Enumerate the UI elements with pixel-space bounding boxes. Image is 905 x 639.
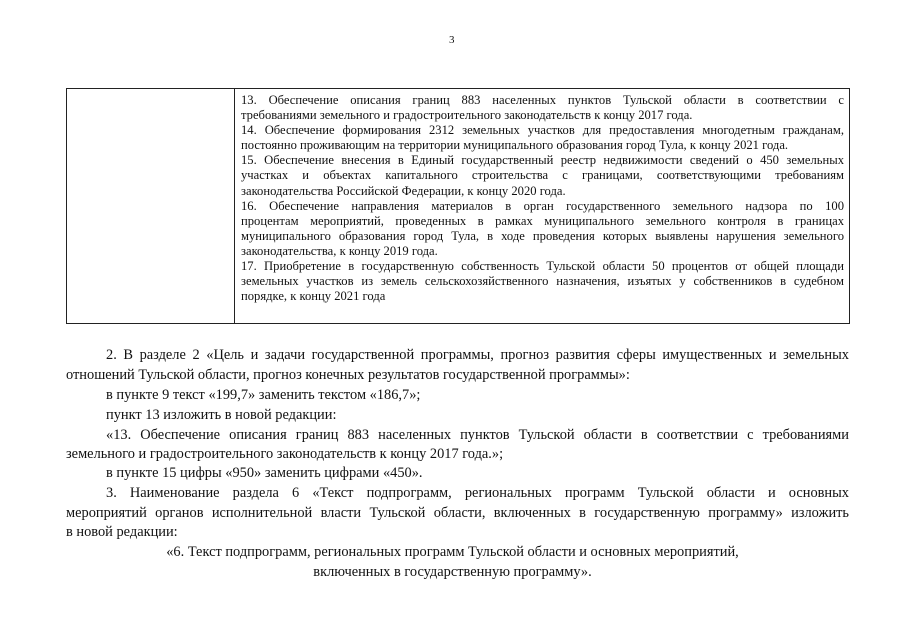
page-number: 3 (449, 34, 455, 46)
table-line: порядке, к концу 2021 года (241, 289, 386, 304)
section-title-line: включенных в государственную программу». (313, 564, 592, 580)
table-right-cell (241, 93, 844, 304)
table-line: 17. Приобретение в государственную собственность Тульской области 50 процентов от общей площади (241, 259, 844, 274)
body-paragraph-line: в пункте 15 цифры «950» заменить цифрами «450». (106, 465, 423, 481)
table-line: требованиями земельного и градостроительного законодательств к концу 2017 года. (241, 108, 693, 123)
body-paragraph-line: 2. В разделе 2 «Цель и задачи государственной программы, прогноз развития сферы имущественных и земельных (106, 347, 849, 363)
body-paragraph-line: земельного и градостроительного законодательств к концу 2017 года.»; (66, 446, 504, 462)
body-paragraph-line: 3. Наименование раздела 6 «Текст подпрограмм, региональных программ Тульской области и основных (106, 485, 849, 501)
table-left-cell (67, 89, 235, 323)
table-line: 13. Обеспечение описания границ 883 населенных пунктов Тульской области в соответствии с (241, 93, 844, 107)
body-paragraph-line: мероприятий органов исполнительной власти Тульской области, включенных в государственную программу» изложить (66, 505, 849, 521)
section-title-line: «6. Текст подпрограмм, региональных программ Тульской области и основных мероприятий, (166, 544, 739, 560)
content-table (66, 88, 850, 324)
table-line: участках и объектах капитального строительства с границами, соответствующими требованиям (241, 168, 844, 183)
table-line: 16. Обеспечение направления материалов в орган государственного земельного надзора по 100 (241, 198, 844, 213)
table-line: земельных участков из земель сельскохозяйственного назначения, изъятых у собственников в судебном (241, 274, 844, 289)
table-line: муниципального образования город Тула, в ходе проведения которых выявлены нарушения земельного (241, 228, 844, 243)
table-line: законодательства Российской Федерации, к концу 2020 года. (241, 183, 566, 198)
body-paragraph-line: в новой редакции: (66, 524, 178, 540)
table-line: процентам мероприятий, проведенных в рамках муниципального земельного контроля в границах (241, 213, 844, 228)
body-paragraph-line: пункт 13 изложить в новой редакции: (106, 407, 337, 423)
body-paragraph-line: отношений Тульской области, прогноз конечных результатов государственной программы»: (66, 367, 630, 383)
body-paragraph-line: «13. Обеспечение описания границ 883 населенных пунктов Тульской области в соответствии с требованиями (106, 427, 849, 443)
table-line: постоянно проживающим на территории муниципального образования город Тула, к концу 2021 года. (241, 138, 789, 153)
table-line: 14. Обеспечение формирования 2312 земельных участков для предоставления многодетным гражданам, (241, 123, 844, 138)
table-line: законодательства, к концу 2019 года. (241, 243, 438, 258)
table-line: 15. Обеспечение внесения в Единый государственный реестр недвижимости сведений о 450 земельных (241, 153, 844, 168)
body-paragraph-line: в пункте 9 текст «199,7» заменить текстом «186,7»; (106, 387, 421, 403)
